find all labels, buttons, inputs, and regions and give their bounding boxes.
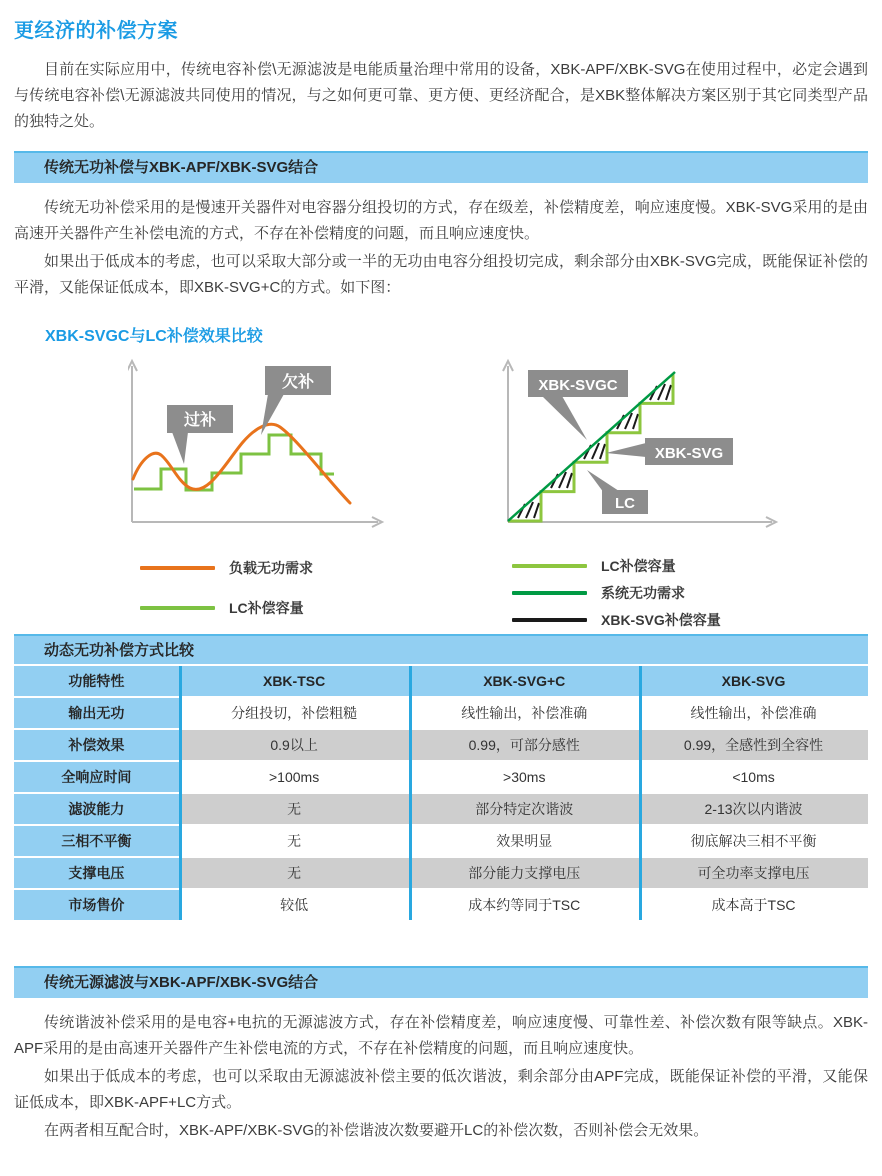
table-row — [14, 890, 868, 920]
axes — [128, 361, 382, 527]
table-cell: >30ms — [409, 762, 639, 792]
callout-xbk-svg — [606, 438, 733, 465]
table-cell: 较低 — [179, 890, 410, 920]
callout-xbk-svgc — [528, 370, 628, 440]
section-header-reactive-compensation: 传统无功补偿与XBK-APF/XBK-SVG结合 — [14, 151, 868, 183]
comparison-table — [14, 634, 868, 920]
table-row — [14, 698, 868, 728]
section1-paragraph-2: 如果出于低成本的考虑，也可以采取大部分或一半的无功由电容分组投切完成，剩余部分由XBK-SVG完成，既能保证补偿的平滑，又能保证低成本，即XBK-SVG+C的方式。如下图： — [14, 253, 868, 296]
legend-label: 系统无功需求 — [601, 585, 685, 601]
legend-item — [140, 558, 398, 578]
table-cell: 线性输出，补偿准确 — [639, 698, 868, 728]
table-cell: 无 — [179, 858, 410, 888]
svg-text:欠补: 欠补 — [281, 374, 315, 391]
lc-effect-chart-svg — [128, 352, 398, 544]
row-label-cell: 滤波能力 — [14, 794, 179, 824]
intro-paragraph: 目前在实际应用中，传统电容补偿\无源滤波是电能质量治理中常用的设备，XBK-APF/XBK-SVG在使用过程中，必定会遇到与传统电容补偿\无源滤波共同使用的情况，与之如何更可靠、更方便、更经济配合，是XBK整体解决方案区别于其它同类型产品的独特之处。 — [14, 61, 868, 130]
table-row — [14, 794, 868, 824]
table-body — [14, 666, 868, 920]
header-cell: 功能特性 — [14, 666, 179, 696]
svg-text:XBK-SVG: XBK-SVG — [654, 445, 724, 462]
table-cell: 0.9以上 — [179, 730, 410, 760]
column-divider — [639, 666, 642, 920]
section2-paragraph-1: 传统谐波补偿采用的是电容+电抗的无源滤波方式，存在补偿精度差，响应速度慢、可靠性差、补偿次数有限等缺点。XBK-APF采用的是由高速开关器件产生补偿电流的方式，不存在补偿精度的问题，而且响应速度快。 — [14, 1014, 868, 1057]
page-title: 更经济的补偿方案 — [14, 20, 178, 42]
table-title: 动态无功补偿方式比较 — [14, 634, 868, 664]
table-cell: 0.99，可部分感性 — [409, 730, 639, 760]
legend-item — [512, 556, 784, 576]
table-cell: 无 — [179, 794, 410, 824]
header-cell: XBK-SVG+C — [409, 666, 639, 696]
row-label-cell: 三相不平衡 — [14, 826, 179, 856]
section2-paragraph-3: 在两者相互配合时，XBK-APF/XBK-SVG的补偿谐波次数要避开LC的补偿次数，否则补偿会无效果。 — [44, 1122, 709, 1139]
row-label-cell: 输出无功 — [14, 698, 179, 728]
legend-swatch-black — [512, 618, 587, 622]
table-header-row — [14, 666, 868, 696]
legend-label: 负载无功需求 — [229, 560, 313, 576]
table-row — [14, 762, 868, 792]
right-chart-legend — [512, 556, 784, 630]
column-divider — [179, 666, 182, 920]
table-cell: 彻底解决三相不平衡 — [639, 826, 868, 856]
legend-swatch-dark-green — [512, 591, 587, 595]
header-cell: XBK-SVG — [639, 666, 868, 696]
legend-label: LC补偿容量 — [229, 600, 304, 616]
spacer — [14, 922, 868, 950]
legend-item — [140, 598, 398, 618]
row-label-cell: 全响应时间 — [14, 762, 179, 792]
table-cell: 部分特定次谐波 — [409, 794, 639, 824]
table-cell: >100ms — [179, 762, 410, 792]
table-cell: 0.99，全感性到全容性 — [639, 730, 868, 760]
callout-lc — [587, 470, 648, 514]
table-cell: <10ms — [639, 762, 868, 792]
legend-item — [512, 583, 784, 603]
legend-label: XBK-SVG补偿容量 — [601, 612, 721, 628]
table-cell: 成本高于TSC — [639, 890, 868, 920]
legend-swatch-light-green — [512, 564, 587, 568]
row-label-cell: 支撑电压 — [14, 858, 179, 888]
svg-text:过补: 过补 — [183, 412, 217, 429]
table-row — [14, 858, 868, 888]
left-chart-legend — [140, 558, 398, 618]
table-row — [14, 730, 868, 760]
section-header-passive-filter: 传统无源滤波与XBK-APF/XBK-SVG结合 — [14, 966, 868, 998]
header-cell: XBK-TSC — [179, 666, 410, 696]
legend-item — [512, 610, 784, 630]
legend-swatch-green — [140, 606, 215, 610]
legend-swatch-orange — [140, 566, 215, 570]
charts-row — [14, 352, 868, 628]
table-cell: 效果明显 — [409, 826, 639, 856]
legend-label: LC补偿容量 — [601, 558, 676, 574]
section2-paragraph-2: 如果出于低成本的考虑，也可以采取由无源滤波补偿主要的低次谐波，剩余部分由APF完成，既能保证补偿的平滑，又能保证低成本，即XBK-APF+LC方式。 — [14, 1068, 868, 1111]
table-cell: 成本约等同于TSC — [409, 890, 639, 920]
table-cell: 部分能力支撑电压 — [409, 858, 639, 888]
section1-paragraph-1: 传统无功补偿采用的是慢速开关器件对电容器分组投切的方式，存在级差，补偿精度差，响应速度慢。XBK-SVG采用的是由高速开关器件产生补偿电流的方式，不存在补偿精度的问题，而且响应速度快。 — [14, 199, 868, 242]
chart-lc-compensation-effect — [128, 352, 398, 618]
svg-text:LC: LC — [615, 495, 635, 512]
callout-overcompensation — [167, 405, 233, 464]
lc-step-line — [134, 435, 334, 490]
svg-text:XBK-SVGC: XBK-SVGC — [538, 377, 618, 394]
table-cell: 无 — [179, 826, 410, 856]
chart-title: XBK-SVGC与LC补偿效果比较 — [45, 328, 263, 345]
row-label-cell: 市场售价 — [14, 890, 179, 920]
table-cell: 可全功率支撑电压 — [639, 858, 868, 888]
bottom-spacer — [14, 1146, 868, 1176]
row-label-cell: 补偿效果 — [14, 730, 179, 760]
chart-svgc-structure — [494, 352, 784, 630]
table-cell: 分组投切，补偿粗糙 — [179, 698, 410, 728]
table-row — [14, 826, 868, 856]
column-divider — [409, 666, 412, 920]
table-cell: 2-13次以内谐波 — [639, 794, 868, 824]
table-cell: 线性输出，补偿准确 — [409, 698, 639, 728]
svgc-chart-svg — [494, 352, 784, 544]
